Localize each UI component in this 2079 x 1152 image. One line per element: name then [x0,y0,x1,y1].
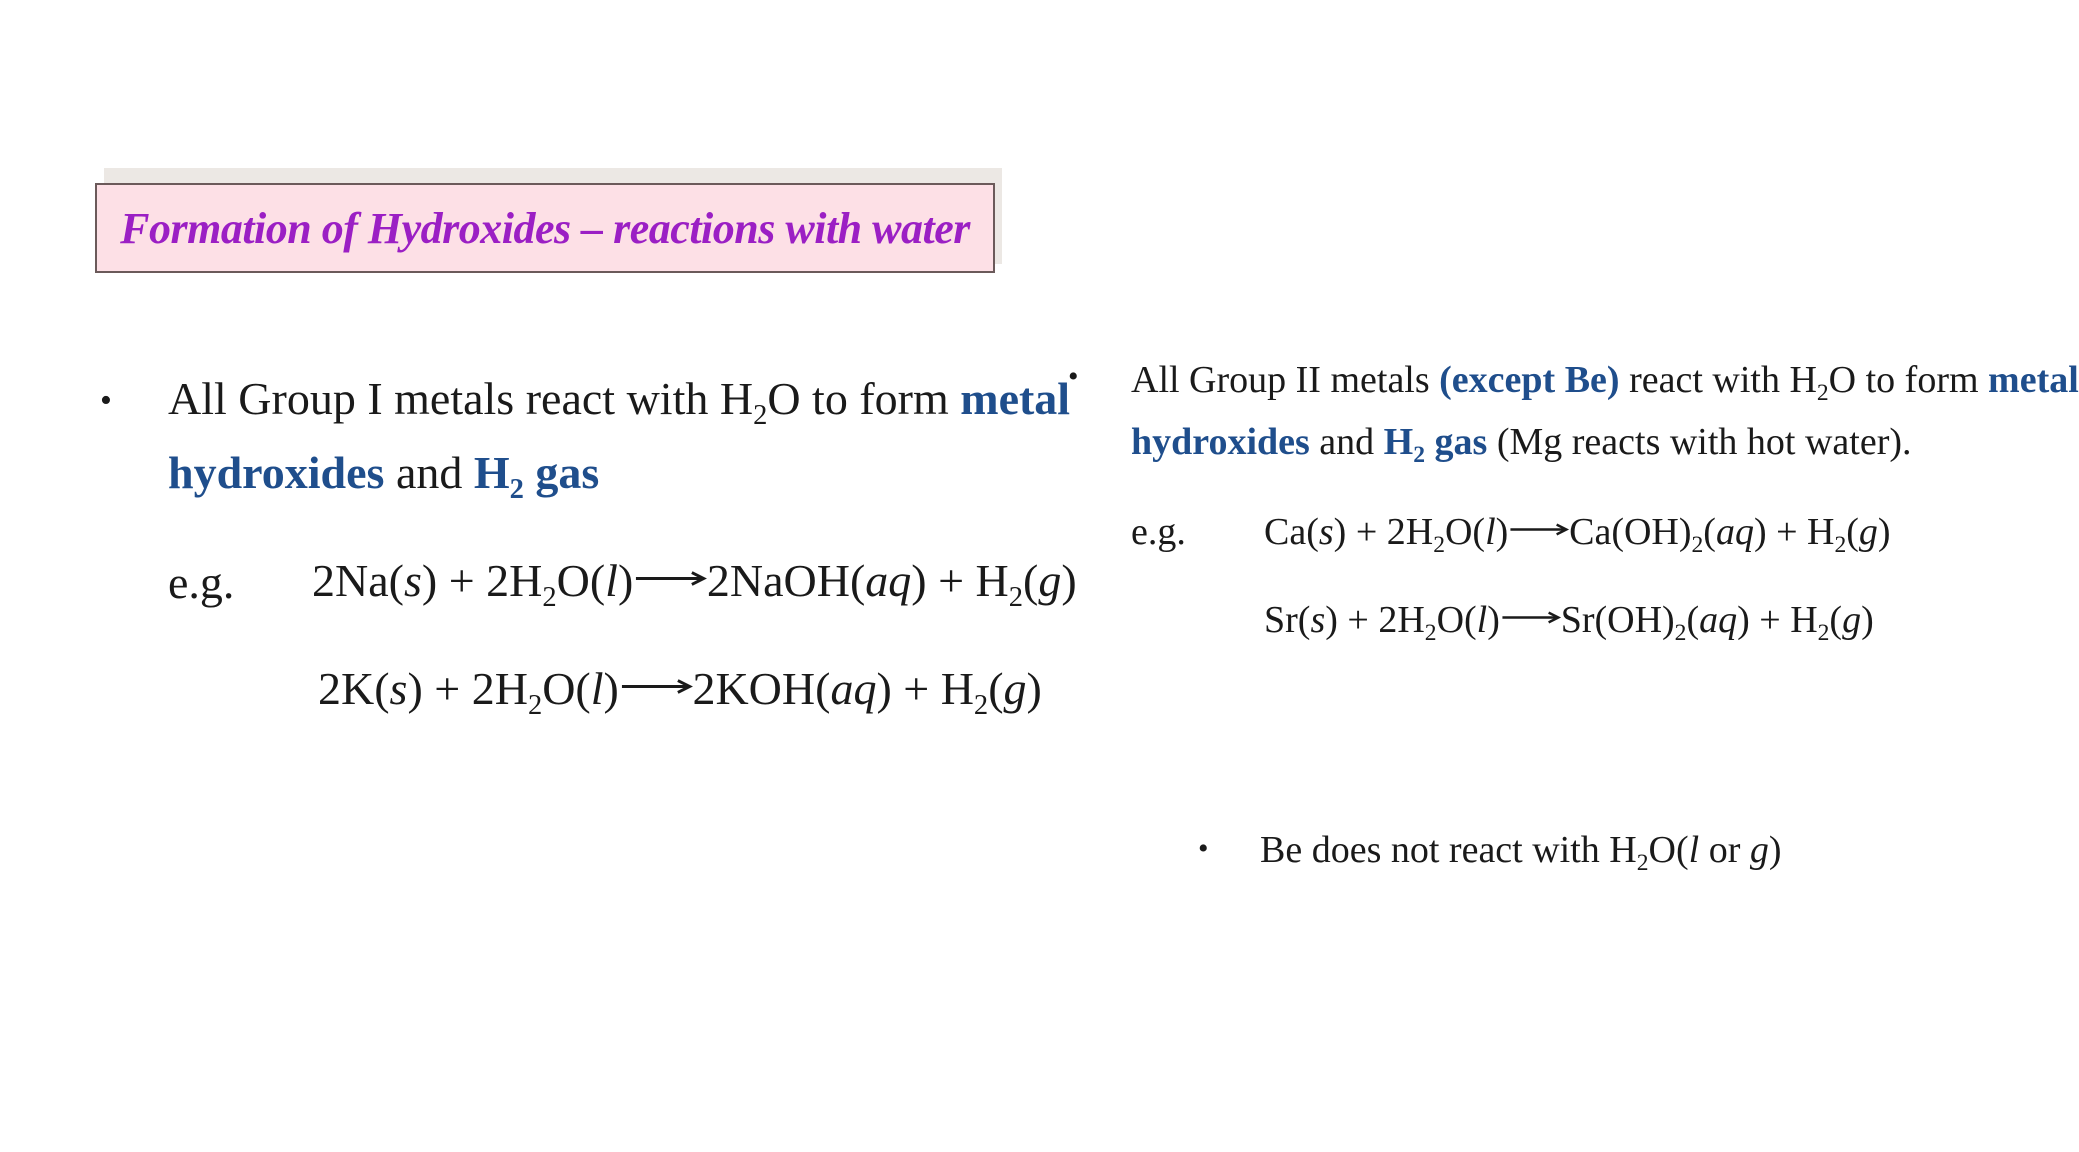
subscript: 2 [1433,532,1445,559]
subscript: 2 [1424,620,1437,647]
equation-strontium [1264,598,1874,647]
state: g [1842,599,1862,641]
equation-sodium [312,554,1077,613]
state: g [1858,511,1878,553]
state: g [1003,663,1027,714]
text: (Mg reacts with hot water). [1487,421,1912,463]
right-bullet-line2 [1131,420,1912,469]
bullet-icon: • [1198,832,1209,865]
text: ) [603,663,619,714]
text: and [1309,421,1384,463]
text: ) + 2H [1325,599,1425,641]
text: ) [1768,829,1782,871]
text: O( [1648,829,1689,871]
text: Sr( [1264,599,1311,641]
reaction-arrow-icon [1508,505,1569,549]
highlight: gas [1425,421,1488,463]
equation-calcium [1264,510,1891,559]
left-bullet-line2 [168,446,600,505]
text: ( [1703,511,1716,553]
text: Sr(OH) [1560,599,1675,641]
state: s [389,663,408,714]
right-bullet-line1 [1131,358,2079,407]
state: g [1038,555,1062,606]
state: g [1749,829,1769,871]
text: and [384,447,474,498]
left-bullet-line1 [168,372,1071,431]
text: ) + 2H [1333,511,1434,553]
text: O( [1444,511,1486,553]
subscript: 2 [1008,581,1024,613]
highlight: (except Be) [1439,359,1620,401]
text: ) [1861,599,1874,641]
text: O to form [767,373,961,424]
text: 2Na( [312,555,404,606]
highlight: H [1383,421,1414,463]
text: ) [617,555,634,606]
subscript: 2 [753,399,768,431]
text: ( [1686,599,1700,641]
reaction-arrow-icon [1500,593,1561,637]
subscript: 2 [542,581,557,613]
text: Be does not react with H [1260,829,1637,871]
equation-potassium [318,662,1042,721]
text: ( [988,663,1004,714]
state: s [403,555,422,606]
state: aq [1699,599,1738,641]
text: react with H [1619,359,1817,401]
reaction-arrow-icon [619,656,693,709]
text: ) + H [876,663,974,714]
state: l [1476,599,1488,641]
subscript: 2 [527,689,543,721]
text: ) [1877,511,1891,553]
subscript: 2 [1691,532,1704,559]
title-box [95,183,995,273]
text: ( [1829,599,1843,641]
highlight: metal [1988,359,2079,401]
text: ) [1487,599,1500,641]
subscript: 2 [1636,850,1649,877]
reaction-arrow-icon [633,548,707,601]
text: O( [556,555,606,606]
text: ) [1495,511,1509,553]
state: l [1485,511,1496,553]
text: ( [1023,555,1039,606]
highlight: gas [523,447,600,498]
subscript: 2 [1674,620,1687,647]
subscript: 2 [1817,620,1830,647]
text: 2K( [318,663,390,714]
right-eg-label: e.g. [1131,511,1186,553]
bullet-icon: • [1068,360,1079,393]
text: Ca(OH) [1569,511,1692,553]
subscript: 2 [973,689,989,721]
text: All Group II metals [1131,359,1440,401]
state: aq [1715,511,1754,553]
state: l [1688,829,1700,871]
text: ) + 2H [407,663,528,714]
text: ) + H [911,555,1009,606]
state: s [1318,511,1334,553]
text: ) + H [1737,599,1818,641]
text: O( [542,663,591,714]
subscript: 2 [1413,442,1426,469]
text: 2KOH( [692,663,831,714]
text: Ca( [1264,511,1319,553]
text: O to form [1828,359,1989,401]
be-note [1260,828,1782,877]
subscript: 2 [509,473,524,505]
subscript: 2 [1816,380,1829,407]
text: O( [1436,599,1477,641]
left-eg-label: e.g. [168,557,235,608]
highlight: metal [960,373,1071,424]
highlight: hydroxides [168,447,385,498]
text: ) [1026,663,1042,714]
text: All Group I metals react with H [168,373,754,424]
subscript: 2 [1834,532,1847,559]
state: aq [830,663,877,714]
state: l [605,555,618,606]
bullet-icon: • [100,382,112,419]
slide-title: Formation of Hydroxides – reactions with water [120,203,970,253]
text: ( [1846,511,1859,553]
highlight: H [473,447,510,498]
text: or [1699,829,1750,871]
highlight: hydroxides [1131,421,1310,463]
state: aq [865,555,912,606]
text: ) [1061,555,1077,606]
text: ) + H [1753,511,1835,553]
text: 2NaOH( [706,555,866,606]
state: s [1310,599,1326,641]
state: l [590,663,604,714]
text: ) + 2H [421,555,543,606]
